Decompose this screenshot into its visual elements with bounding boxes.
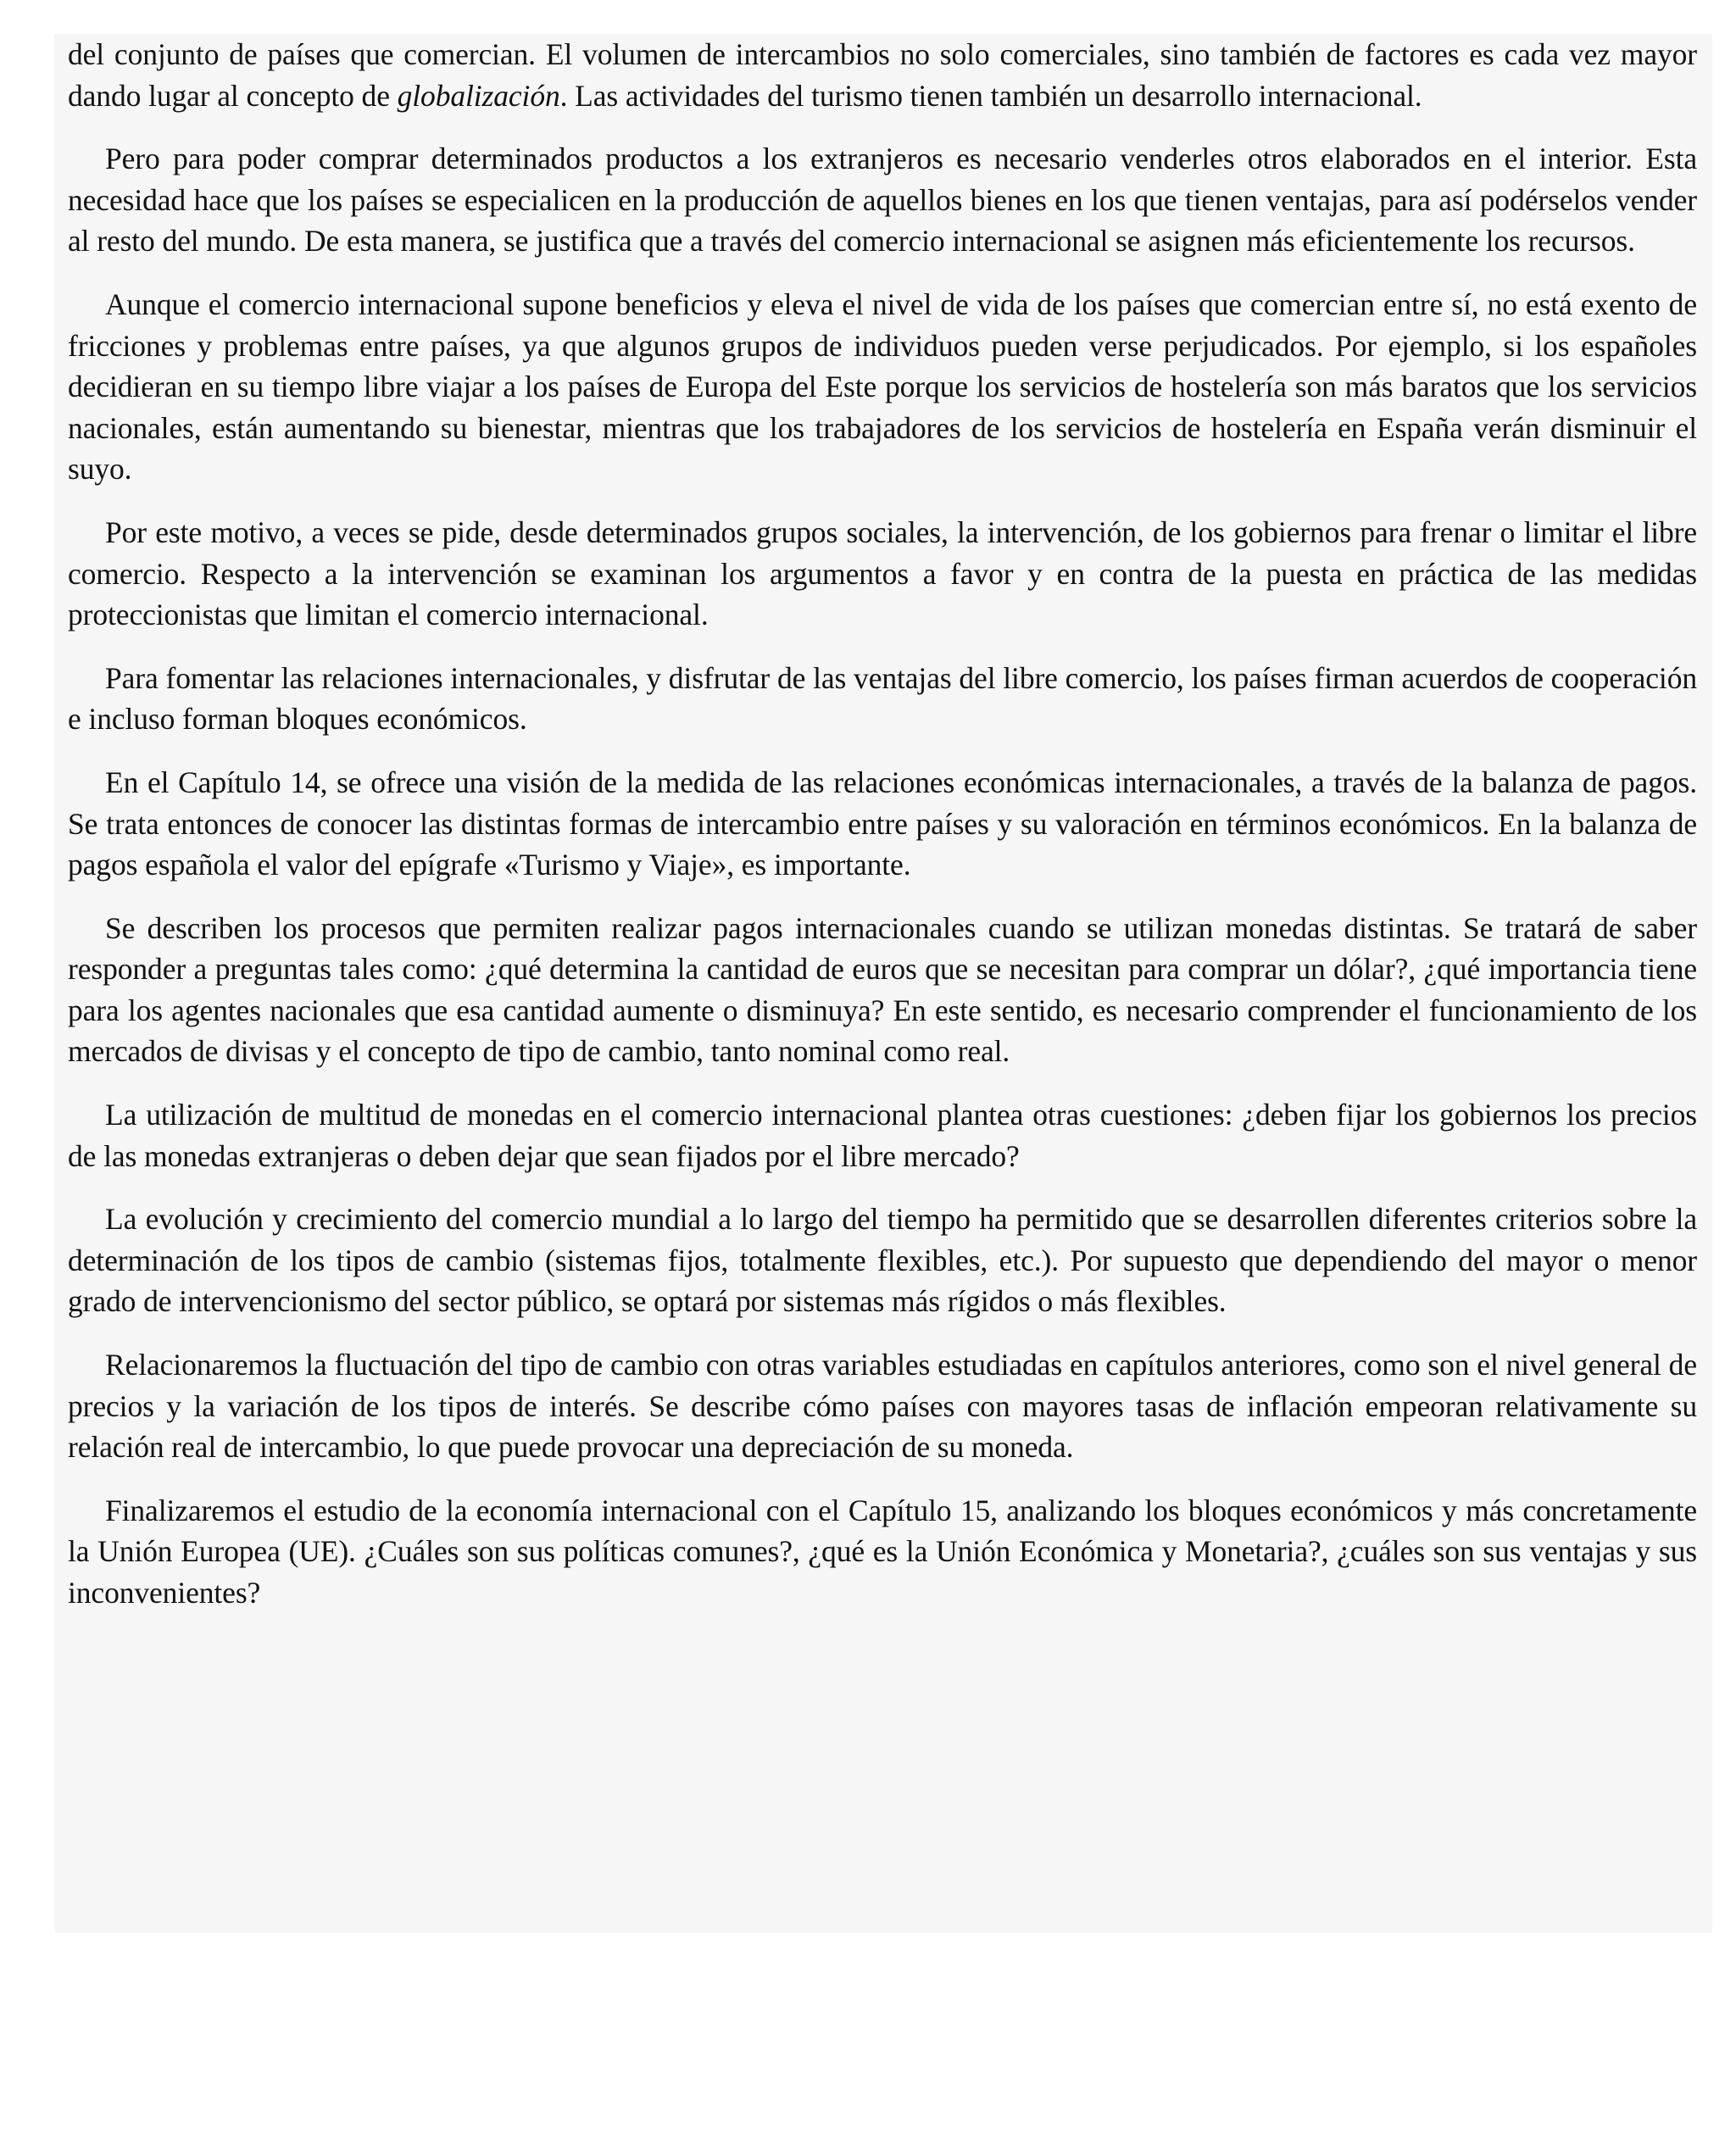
paragraph-8 [54, 1094, 1712, 1176]
paragraph-4-text: Por este motivo, a veces se pide, desde determinados grupos sociales, la intervención, de los gobiernos para frenar o limitar el libre comercio. Respecto a la intervención se examinan los argumentos a favor y en contra de la puesta en práctica de las medidas proteccionistas que limitan el comercio internacional. [68, 515, 1697, 632]
paragraph-5 [54, 658, 1712, 740]
paragraph-1 [54, 34, 1712, 116]
paragraph-3 [54, 284, 1712, 490]
paragraph-4 [54, 512, 1712, 636]
paragraph-1-text-b: . Las actividades del turismo tienen también un desarrollo internacional. [559, 78, 1422, 113]
paragraph-9 [54, 1199, 1712, 1322]
body-text [54, 34, 1712, 1933]
paragraph-1-italic-term: globalización [397, 78, 560, 113]
paragraph-11 [54, 1490, 1712, 1614]
paragraph-1-text-a: del conjunto de países que comercian. El volumen de intercambios no solo comerciales, sino también de factores es cada vez mayor dando lugar al concepto de [68, 37, 1697, 113]
paragraph-2-text: Pero para poder comprar determinados productos a los extranjeros es necesario venderles otros elaborados en el interior. Esta necesidad hace que los países se especialicen en la producción de aquellos bienes en los que tienen ventajas, para así podérselos vender al resto del mundo. De esta manera, se justifica que a través del comercio internacional se asignen más eficientemente los recursos. [68, 142, 1697, 259]
paragraph-11-text: Finalizaremos el estudio de la economía internacional con el Capítulo 15, analizando los bloques económicos y más concretamente la Unión Europea (UE). ¿Cuáles son sus políticas comunes?, ¿qué es la Unión Económica y Monetaria?, ¿cuáles son sus ventajas y sus inconvenientes? [68, 1493, 1697, 1610]
paragraph-10-text: Relacionaremos la fluctuación del tipo de cambio con otras variables estudiadas en capítulos anteriores, como son el nivel general de precios y la variación de los tipos de interés. Se describe cómo países con mayores tasas de inflación empeoran relativamente su relación real de intercambio, lo que puede provocar una depreciación de su moneda. [68, 1348, 1697, 1465]
paragraph-7-text: Se describen los procesos que permiten realizar pagos internacionales cuando se utilizan monedas distintas. Se tratará de saber responder a preguntas tales como: ¿qué determina la cantidad de euros que se necesitan para comprar un dólar?, ¿qué importancia tiene para los agentes nacionales que esa cantidad aumente o disminuya? En este sentido, es necesario comprender el funcionamiento de los mercados de divisas y el concepto de tipo de cambio, tanto nominal como real. [68, 910, 1697, 1069]
paragraph-6 [54, 762, 1712, 886]
paragraph-10 [54, 1344, 1712, 1468]
paragraph-7 [54, 908, 1712, 1072]
paragraph-3-text: Aunque el comercio internacional supone beneficios y eleva el nivel de vida de los países que comercian entre sí, no está exento de fricciones y problemas entre países, ya que algunos grupos de individuos pueden verse perjudicados. Por ejemplo, si los españoles decidieran en su tiempo libre viajar a los países de Europa del Este porque los servicios de hostelería son más baratos que los servicios nacionales, están aumentando su bienestar, mientras que los trabajadores de los servicios de hostelería en España verán disminuir el suyo. [68, 286, 1697, 487]
paragraph-5-text: Para fomentar las relaciones internacionales, y disfrutar de las ventajas del libre comercio, los países firman acuerdos de cooperación e incluso forman bloques económicos. [68, 660, 1697, 737]
paragraph-6-text: En el Capítulo 14, se ofrece una visión de la medida de las relaciones económicas internacionales, a través de la balanza de pagos. Se trata entonces de conocer las distintas formas de intercambio entre países y su valoración en términos económicos. En la balanza de pagos española el valor del epígrafe «Turismo y Viaje», es importante. [68, 765, 1697, 882]
paragraph-8-text: La utilización de multitud de monedas en el comercio internacional plantea otras cuestiones: ¿deben fijar los gobiernos los precios de las monedas extranjeras o deben dejar que sean fijados por el libre mercado? [68, 1098, 1697, 1173]
paragraph-9-text: La evolución y crecimiento del comercio mundial a lo largo del tiempo ha permitido que se desarrollen diferentes criterios sobre la determinación de los tipos de cambio (sistemas fijos, totalmente flexibles, etc.). Por supuesto que dependiendo del mayor o menor grado de intervencionismo del sector público, se optará por sistemas más rígidos o más flexibles. [68, 1202, 1697, 1319]
paragraph-2 [54, 138, 1712, 262]
